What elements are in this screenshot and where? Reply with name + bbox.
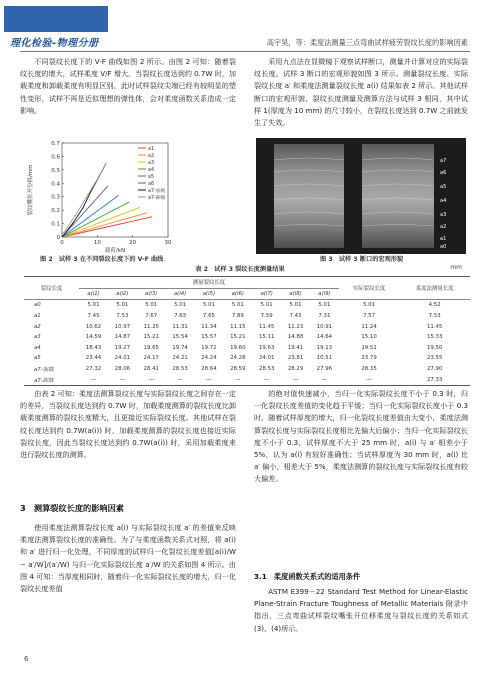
table-cell: 7.65 bbox=[202, 313, 215, 320]
table-cell: 28.64 bbox=[201, 366, 217, 373]
table-cell: 15.57 bbox=[201, 334, 217, 341]
table-cell: 19.51 bbox=[361, 344, 377, 351]
table-cell: 24.21 bbox=[172, 355, 188, 362]
fracture-label: a5 bbox=[440, 184, 447, 190]
y-tick-label: 0 bbox=[56, 235, 60, 241]
table-cell: 5.01 bbox=[363, 302, 376, 309]
row-label: a7-卸载 bbox=[24, 374, 79, 385]
table-cell: 10.62 bbox=[85, 323, 102, 330]
legend-label: a6 bbox=[148, 181, 154, 187]
right-bottom-column-2 bbox=[254, 586, 468, 635]
y-tick-label: 0.6 bbox=[51, 154, 60, 161]
table-cell: 7.63 bbox=[174, 313, 187, 320]
table-cell: 5.01 bbox=[318, 302, 331, 309]
table-cell: — bbox=[281, 374, 310, 385]
col-header-actual: 实际裂纹长度 bbox=[339, 277, 400, 300]
sub-header: a(i3) bbox=[137, 288, 166, 300]
table-cell: 7.53 bbox=[428, 313, 441, 320]
table-row bbox=[24, 364, 470, 375]
sub-header: a(i8) bbox=[281, 288, 310, 300]
table-cell: 5.01 bbox=[174, 302, 187, 309]
col-header-compliance: 柔度法测量长度 bbox=[399, 277, 470, 300]
table-cell: 7.53 bbox=[116, 313, 129, 320]
table-cell: 15.21 bbox=[143, 334, 159, 341]
row-label: a7-加载 bbox=[34, 367, 54, 374]
table-cell: 23.81 bbox=[287, 355, 304, 362]
table-cell: 19.65 bbox=[143, 344, 159, 351]
table-2-unit: mm bbox=[450, 264, 462, 271]
table-row bbox=[24, 343, 470, 354]
sub-header: a(i5) bbox=[195, 288, 224, 300]
paragraph: 采用九点法在显微镜下观察试样断口，测量并计算对应的实际裂纹长度，试样 3 断口的宏观形貌如图 3 所示。测量裂纹长度、实际裂纹长度 a′ 和柔度法测量裂纹长度 a(i) 结果如表 2 所示。其他试样断口的宏观形貌、裂纹长度测量及测算方法与试样 3 相同，其中试样 1(厚度为 10 mm) 的尺寸较小，在裂纹长度达到 0.7W 之前就发生了失效。 bbox=[254, 57, 468, 128]
header-divider bbox=[20, 51, 470, 52]
table-cell: 5.01 bbox=[289, 302, 302, 309]
table-cell: 7.59 bbox=[260, 313, 273, 320]
figure-2-caption: 图 2 试样 3 在不同裂纹长度下的 V-F 曲线 bbox=[40, 256, 164, 263]
table-cell: 7.43 bbox=[289, 313, 302, 320]
legend-label: a3 bbox=[148, 160, 154, 166]
table-cell: 19.63 bbox=[258, 344, 275, 351]
table-cell: 11.45 bbox=[426, 323, 443, 330]
table-cell: 18.43 bbox=[85, 344, 102, 351]
table-cell: 7.45 bbox=[87, 313, 100, 320]
fracture-label: a3 bbox=[440, 212, 447, 218]
table-cell: 28.53 bbox=[172, 366, 188, 373]
table-cell: 24.01 bbox=[258, 355, 275, 362]
table-cell: 5.01 bbox=[145, 302, 158, 309]
figure-2-chart bbox=[18, 137, 236, 255]
col-header-crack: 裂纹长度 bbox=[24, 277, 79, 300]
table-cell: 11.15 bbox=[230, 323, 246, 330]
row-label: a2 bbox=[34, 323, 41, 330]
table-cell: 24.17 bbox=[143, 355, 159, 362]
table-cell: 19.50 bbox=[426, 344, 443, 351]
running-head: 高宇昊，等：柔度法测量三点弯曲试样疲劳裂纹长度的影响因素 bbox=[266, 38, 468, 47]
y-tick-label: 0.4 bbox=[51, 181, 60, 188]
y-tick-label: 0.3 bbox=[51, 194, 60, 201]
table-cell: — bbox=[252, 374, 281, 385]
paragraph: 使用柔度法测算裂纹长度 a(i) 与实际裂纹长度 a′ 的差值来反映柔度法测算裂纹长度的准确性。为了与柔度函数关系式对照，将 a(i) 和 a′ 进行归一化处理，不同厚度的试样归一化裂纹长度差值[a(i)/W − a′/W]/(a′/W) 与归一化实际裂纹长度 a′/W 的关系如图 4 所示。由图 4 可知：当厚度相同时，随着归一化实际裂纹长度的增大，归一化裂纹长度差值 bbox=[20, 523, 236, 594]
y-tick-label: 0.2 bbox=[51, 208, 60, 215]
table-cell: 19.27 bbox=[114, 344, 131, 351]
left-bottom-column-2 bbox=[20, 522, 236, 595]
legend-label: a5 bbox=[148, 174, 154, 180]
subsection-heading: 3.1 柔度函数关系式的适用条件 bbox=[254, 572, 361, 581]
row-label: a0 bbox=[34, 302, 41, 309]
paragraph: 由表 2 可知：柔度法测算裂纹长度与实际裂纹长度之间存在一定的差异，当裂纹长度达到约 0.7W 时，加载柔度测算的裂纹长度比卸载柔度测算的裂纹长度精大，且更接近实际裂纹长度。其他试样在裂纹长度达到约 0.7W(a(i)) 时，加载柔度测算的裂纹长度也接近实际裂纹长度，因此当裂纹长度达到约 0.7W(a(i)) 时，采用加载柔度来进行裂纹长度的测算。 bbox=[20, 389, 236, 460]
right-top-column bbox=[254, 56, 468, 129]
table-cell: — bbox=[137, 374, 166, 385]
table-cell: 14.59 bbox=[85, 334, 102, 341]
legend-label: a2 bbox=[148, 153, 154, 159]
table-cell: 11.34 bbox=[201, 323, 217, 330]
table-cell: 5.01 bbox=[116, 302, 129, 309]
fracture-surface-image bbox=[256, 138, 466, 254]
legend-label: a7-加载 bbox=[148, 188, 166, 194]
col-header-measured: 测量裂纹长度 bbox=[79, 277, 339, 289]
table-cell: 23.79 bbox=[361, 355, 377, 362]
fracture-label: a1 bbox=[440, 236, 447, 242]
table-cell: — bbox=[195, 374, 224, 385]
x-tick-label: 10 bbox=[93, 240, 101, 246]
left-top-column bbox=[20, 56, 236, 117]
table-cell: 15.10 bbox=[361, 334, 377, 341]
table-cell: 14.88 bbox=[287, 334, 304, 341]
table-cell: — bbox=[223, 374, 252, 385]
y-tick-label: 0.7 bbox=[51, 141, 60, 147]
table-cell: 28.06 bbox=[114, 366, 131, 373]
table-cell: 28.35 bbox=[361, 366, 377, 373]
table-row bbox=[24, 332, 470, 343]
table-cell: 28.59 bbox=[230, 366, 246, 373]
x-axis-label: 载荷/kN bbox=[104, 248, 126, 254]
figure-3-photo bbox=[256, 138, 466, 254]
table-cell: 7.67 bbox=[145, 313, 158, 320]
paragraph: 不同裂纹长度下的 V-F 曲线如图 2 所示。由图 2 可知：随着裂纹长度的增大，试样柔度 V/F 增大，当裂纹长度达到约 0.7W 时，加载柔度和卸载柔度有明显区别，此时试样裂纹尖端已经有较明显的塑性变形，试样不再是近似理想的弹性体，会对柔度函数关系造成一定影响。 bbox=[20, 57, 236, 115]
table-cell: 15.33 bbox=[426, 334, 443, 341]
table-cell: 5.01 bbox=[231, 302, 244, 309]
right-bottom-column bbox=[254, 388, 468, 486]
table-cell: 11.25 bbox=[143, 323, 159, 330]
table-cell: — bbox=[166, 374, 195, 385]
table-cell: 28.53 bbox=[258, 366, 275, 373]
series-line-a6 bbox=[62, 186, 108, 237]
fracture-label: a0 bbox=[440, 244, 447, 250]
table-cell: 14.87 bbox=[114, 334, 131, 341]
fracture-label: a2 bbox=[440, 224, 447, 230]
table-cell: 19.74 bbox=[172, 344, 188, 351]
legend-label: a7-卸载 bbox=[148, 195, 166, 201]
table-cell: 5.01 bbox=[202, 302, 215, 309]
table-cell: 4.52 bbox=[428, 302, 441, 309]
table-cell: 19.72 bbox=[201, 344, 217, 351]
table-cell: 11.45 bbox=[258, 323, 275, 330]
x-tick-label: 30 bbox=[164, 240, 172, 246]
table-cell: 11.23 bbox=[287, 323, 304, 330]
sub-header: a(i4) bbox=[166, 288, 195, 300]
table-2 bbox=[24, 276, 470, 386]
fracture-label: a7 bbox=[440, 158, 447, 164]
table-cell: — bbox=[339, 374, 400, 385]
table-cell: 23.55 bbox=[426, 355, 443, 362]
table-cell: 19.41 bbox=[287, 344, 304, 351]
row-label: a5 bbox=[34, 355, 41, 362]
table-cell: 11.24 bbox=[361, 323, 377, 330]
table-cell: — bbox=[108, 374, 137, 385]
x-tick-label: 20 bbox=[129, 240, 137, 246]
journal-logo-text: 理化检验-物理分册 bbox=[10, 38, 99, 49]
table-cell: 10.51 bbox=[316, 355, 333, 362]
table-cell: 23.44 bbox=[85, 355, 102, 362]
header-band bbox=[0, 6, 480, 32]
figure-3-caption: 图 3 试样 3 断口的宏观形貌 bbox=[320, 256, 404, 263]
y-axis-label: 裂纹嘴张开位移/mm bbox=[28, 164, 34, 216]
row-label: a3 bbox=[34, 334, 41, 341]
table-cell: 15.11 bbox=[258, 334, 275, 341]
row-label: a4 bbox=[34, 344, 41, 351]
legend-label: a4 bbox=[148, 167, 154, 173]
table-cell: 7.89 bbox=[231, 313, 244, 320]
table-cell: 27.32 bbox=[85, 366, 102, 373]
table-cell: 27.90 bbox=[426, 366, 443, 373]
left-bottom-column bbox=[20, 388, 236, 461]
row-label: a1 bbox=[34, 313, 41, 320]
y-tick-label: 0.1 bbox=[51, 221, 60, 228]
table-cell: 7.57 bbox=[363, 313, 376, 320]
table-2-title: 表 2 试样 3 裂纹长度测量结果 bbox=[195, 266, 285, 273]
section-heading: 3 测算裂纹长度的影响因素 bbox=[20, 503, 124, 513]
table-cell: — bbox=[79, 374, 108, 385]
table-cell: 14.64 bbox=[316, 334, 333, 341]
sub-header: a(i6) bbox=[223, 288, 252, 300]
sub-header: a(i1) bbox=[79, 288, 108, 300]
fracture-label: a6 bbox=[440, 170, 447, 176]
table-cell: 10.97 bbox=[114, 323, 131, 330]
table-cell: 19.13 bbox=[316, 344, 333, 351]
series-line-a7-卸载 bbox=[62, 163, 106, 234]
fracture-label: a4 bbox=[440, 198, 447, 204]
sub-header: a(i7) bbox=[252, 288, 281, 300]
page-number: 6 bbox=[24, 655, 29, 663]
table-row bbox=[24, 374, 470, 385]
table-row bbox=[24, 321, 470, 332]
table-cell: 27.96 bbox=[316, 366, 333, 373]
table-row bbox=[24, 311, 470, 322]
legend-label: a1 bbox=[148, 146, 154, 152]
table-cell: — bbox=[310, 374, 339, 385]
paragraph: 的绝对值快速减小，当归一化实际裂纹长度不小于 0.3 时，归一化裂纹长度差值的变化趋于平缓；当归一化实际裂纹长度小于 0.3 时，随着试样厚度的增大，归一化裂纹长度差值由大变小，柔度法测算裂纹长度与实际裂纹长度相比先偏大后偏小；当归一化实际裂纹长度不小于 0.3，试样厚度不大于 25 mm 时，a(i) 与 a′ 相差小于 5%，认为 a(i) 有较好准确性；当试样厚度为 30 mm 时，a(i) 比 a′ 偏小，相差大于 5%，柔度法测算的裂纹长度与实际裂纹长度有较大偏差。 bbox=[254, 389, 468, 484]
table-cell: 5.01 bbox=[260, 302, 273, 309]
table-cell: 19.60 bbox=[230, 344, 246, 351]
table-cell: 10.91 bbox=[316, 323, 333, 330]
table-cell: 24.28 bbox=[230, 355, 246, 362]
table-cell: 24.01 bbox=[114, 355, 131, 362]
table-row bbox=[24, 300, 470, 311]
table-cell: 28.29 bbox=[287, 366, 304, 373]
table-cell: 11.31 bbox=[172, 323, 188, 330]
table-cell: 5.01 bbox=[87, 302, 100, 309]
journal-logo-block bbox=[4, 6, 108, 32]
y-tick-label: 0.5 bbox=[51, 167, 60, 174]
sub-header: a(i2) bbox=[108, 288, 137, 300]
table-row bbox=[24, 353, 470, 364]
table-cell: 27.33 bbox=[399, 374, 470, 385]
paragraph: ASTM E399－22 Standard Test Method for Linear-Elastic Plane-Strain Fracture Toughness of Metallic Materials 附录中指出，三点弯曲试样裂纹嘴张开位移柔度与裂纹长度的关系如式(3)、(4)所示。 bbox=[254, 587, 468, 633]
x-tick-label: 0 bbox=[60, 240, 64, 246]
table-cell: 15.54 bbox=[172, 334, 188, 341]
table-cell: 15.21 bbox=[230, 334, 246, 341]
sub-header: a(i9) bbox=[310, 288, 339, 300]
table-cell: 7.31 bbox=[318, 313, 331, 320]
table-cell: 28.41 bbox=[143, 366, 159, 373]
table-cell: 24.24 bbox=[201, 355, 217, 362]
